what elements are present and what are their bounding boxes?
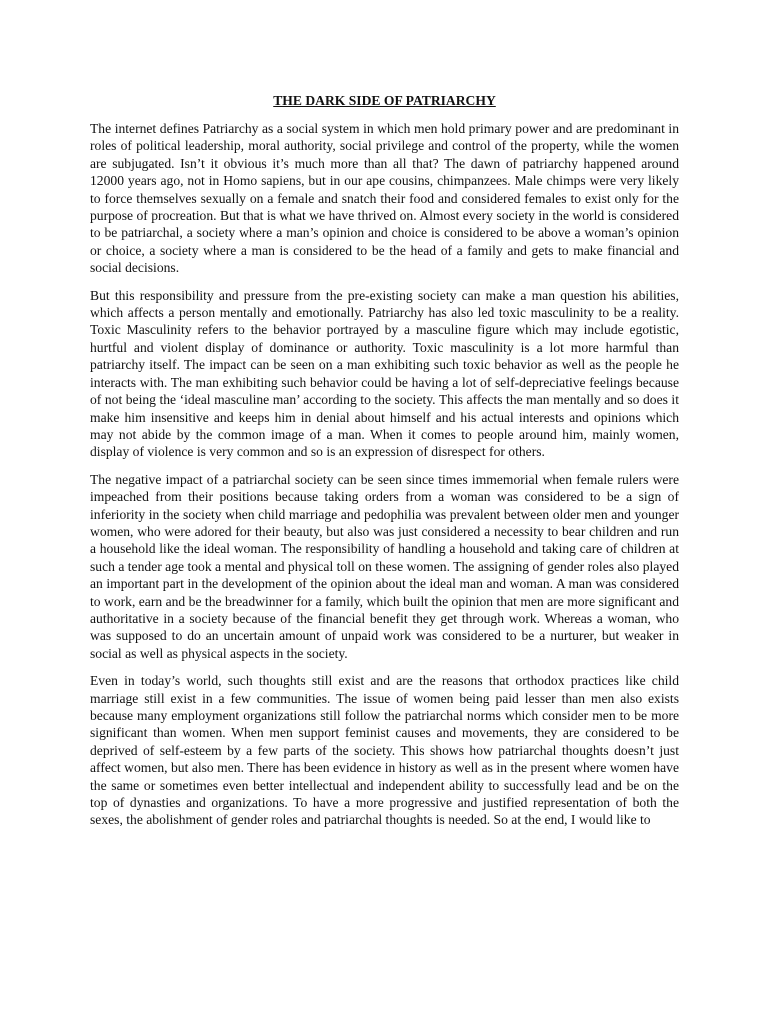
paragraph-2: But this responsibility and pressure from the pre-existing society can make a man question his abilities, which affects a person mentally and emotionally. Patriarchy has also led toxic masculinity to be a reality. Toxic Masculinity refers to the behavior portrayed by a masculine figure which may include egotistic, hurtful and violent display of dominance or authority. Toxic masculinity is a lot more harmful than patriarchy itself. The impact can be seen on a man exhibiting such toxic behavior as well as the people he interacts with. The man exhibiting such behavior could be having a lot of self-depreciative feelings because of not being the ‘ideal masculine man’ according to the society. This affects the man mentally and so does it make him insensitive and keeps him in denial about himself and his actual interests and opinions which may not abide by the common image of a man. When it comes to people around him, mainly women, display of violence is very common and so is an expression of disrespect for others. (90, 287, 679, 460)
paragraph-4: Even in today’s world, such thoughts still exist and are the reasons that orthodox practices like child marriage still exist in a few communities. The issue of women being paid lesser than men also exists because many employment organizations still follow the patriarchal norms which consider men to be more significant than women. When men support feminist causes and movements, they are considered to be deprived of self-esteem by a few parts of the society. This shows how patriarchal thoughts doesn’t just affect women, but also men. There has been evidence in history as well as in the present where women have the same or sometimes even better intellectual and independent ability to successfully lead and be on the top of dynasties and organizations. To have a more progressive and justified representation of both the sexes, the abolishment of gender roles and patriarchal thoughts is needed. So at the end, I would like to (90, 673, 679, 828)
paragraph-3: The negative impact of a patriarchal society can be seen since times immemorial when female rulers were impeached from their positions because taking orders from a woman was considered to be a sign of inferiority in the society when child marriage and pedophilia was prevalent between older men and younger women, who were adored for their beauty, but also was just considered a necessity to bear children and run a household like the ideal woman. The responsibility of handling a household and taking care of children at such a tender age took a mental and physical toll on these women. The assigning of gender roles also played an important part in the development of the opinion about the ideal man and woman. A man was considered to work, earn and be the breadwinner for a family, which built the opinion that men are more significant and authoritative in a society because of the financial benefit they get through work. Whereas a woman, who was supposed to do an uncertain amount of unpaid work was considered to be a nurturer, but weaker in social as well as physical aspects in the society. (90, 471, 679, 661)
document-body (90, 92, 679, 839)
paragraph-1: The internet defines Patriarchy as a social system in which men hold primary power and are predominant in roles of political leadership, moral authority, social privilege and control of the property, while the women are subjugated. Isn’t it obvious it’s much more than all that? The dawn of patriarchy happened around 12000 years ago, not in Homo sapiens, but in our ape cousins, chimpanzees. Male chimps were very likely to force themselves sexually on a female and snatch their food and considered females to exist only for the purpose of procreation. But that is what we have thrived on. Almost every society in the world is considered to be patriarchal, a society where a man’s opinion and choice is considered to be above a woman’s opinion or choice, a society where a man is considered to be the head of a family and gets to make financial and social decisions. (90, 121, 679, 276)
document-title: THE DARK SIDE OF PATRIARCHY (273, 93, 496, 108)
